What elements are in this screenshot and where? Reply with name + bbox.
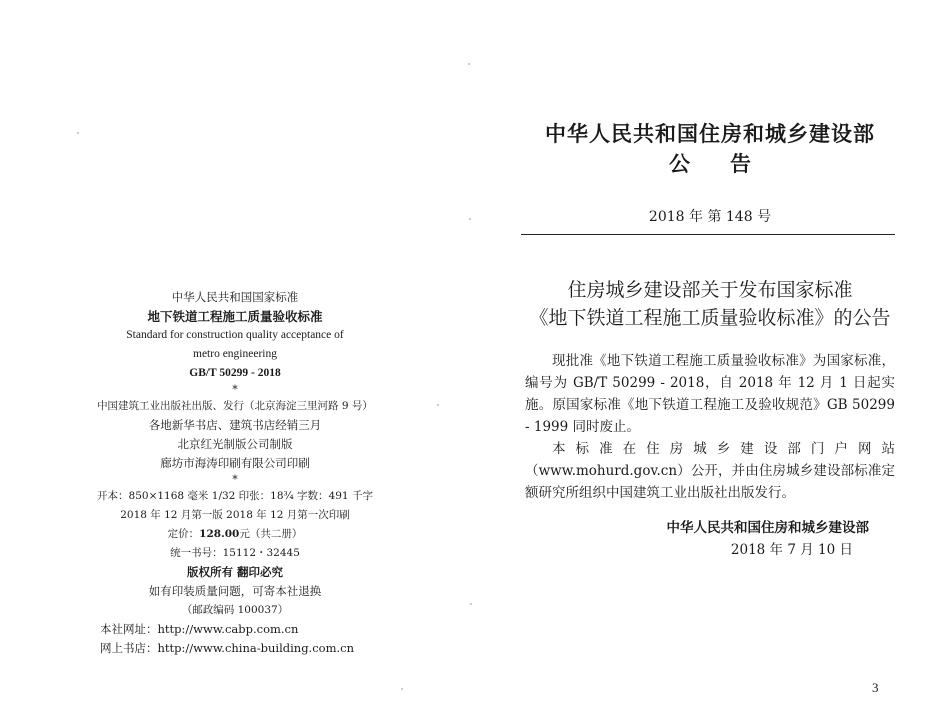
- english-title-line1: Standard for construction quality acceptance of: [126, 329, 344, 341]
- website-line: 本社网址：http://www.cabp.com.cn: [100, 622, 299, 636]
- quality-note: 如有印装质量问题，可寄本社退换: [148, 584, 322, 598]
- header-rule: [521, 234, 895, 235]
- edition-line: 2018 年 12 月第一版 2018 年 12 月第一次印刷: [120, 509, 350, 521]
- announcement-heading: 公告: [669, 151, 791, 176]
- body-paragraph-2: 本标准在住房城乡建设部门户网站（www.mohurd.gov.cn）公开，并由住房城乡建设部标准定额研究所组织中国建筑工业出版社出版发行。: [525, 441, 895, 501]
- body-paragraph-1: 现批准《地下铁道工程施工质量验收标准》为国家标准，编号为 GB/T 50299 - 2018，自 2018 年 12 月 1 日起实施。原国家标准《地下铁道工程施工及验收规范》GB 50299 - 1999 同时废止。: [525, 353, 895, 435]
- scan-speck: [470, 603, 472, 605]
- separator-star: *: [232, 383, 238, 396]
- bookstore-line: 网上书店：http://www.china-building.com.cn: [100, 641, 354, 655]
- publisher-line: 中国建筑工业出版社出版、发行（北京海淀三里河路 9 号）: [97, 400, 373, 412]
- page-number: 3: [872, 680, 879, 695]
- printer-line: 廊坊市海涛印刷有限公司印刷: [160, 456, 310, 470]
- price-label: 定价：: [167, 528, 200, 540]
- distributor-line: 各地新华书店、建筑书店经销三月: [148, 418, 322, 432]
- rights-line: 版权所有 翻印必究: [186, 565, 283, 579]
- price-line: [60, 525, 410, 544]
- scan-speck: [77, 132, 79, 134]
- english-title-line2: metro engineering: [193, 348, 277, 360]
- announcement-title-line2: 《地下铁道工程施工质量验收标准》的公告: [529, 307, 891, 329]
- format-line: 开本：850×1168 毫米 1/32 印张：18¾ 字数：491 千字: [97, 490, 373, 502]
- scan-speck: [437, 404, 439, 406]
- scan-speck: [401, 688, 403, 690]
- ministry-heading: 中华人民共和国住房和城乡建设部: [545, 121, 875, 146]
- scan-speck: [468, 63, 470, 65]
- postcode-line: （邮政编码 100037）: [181, 604, 289, 616]
- standard-series: 中华人民共和国国家标准: [171, 290, 299, 304]
- typesetter-line: 北京红光制版公司制版: [177, 437, 293, 451]
- signature: 中华人民共和国住房和城乡建设部: [666, 520, 869, 536]
- standard-title: 地下铁道工程施工质量验收标准: [147, 309, 323, 324]
- scan-speck: [469, 218, 471, 220]
- price-suffix: 元（共二册）: [239, 528, 303, 540]
- separator-star: *: [232, 473, 238, 486]
- announcement-title-line1: 住房城乡建设部关于发布国家标准: [567, 279, 853, 301]
- book-number-line: 统一书号：15112・32445: [170, 547, 300, 559]
- standard-code: GB/T 50299 - 2018: [189, 367, 281, 379]
- price-value: 128.00: [199, 528, 240, 540]
- issue-number: 2018 年 第 148 号: [648, 209, 772, 225]
- colophon-block: [60, 288, 410, 658]
- signature-date: 2018 年 7 月 10 日: [730, 542, 853, 558]
